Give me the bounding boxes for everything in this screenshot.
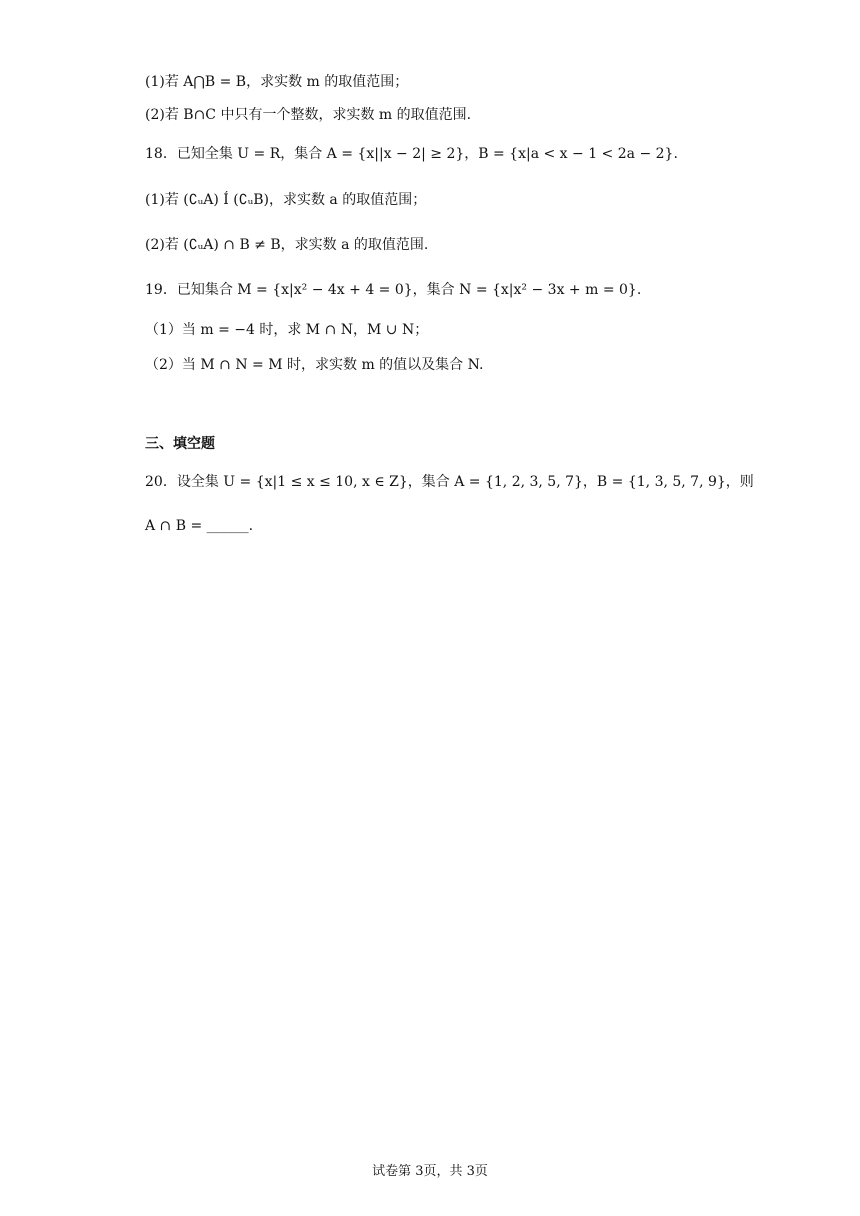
question-18-part-2: (2)若 (∁ᵤA) ∩ B ≠ B，求实数 a 的取值范围. (145, 237, 429, 253)
page-footer: 试卷第 3页，共 3页 (372, 1164, 488, 1179)
question-20-stem: 20．设全集 U = {x|1 ≤ x ≤ 10, x ∈ Z}，集合 A = {1, 2, 3, 5, 7}，B = {1, 3, 5, 7, 9}，则 (145, 474, 754, 490)
question-17-part-2: (2)若 B∩C 中只有一个整数，求实数 m 的取值范围. (145, 107, 472, 123)
question-19-stem: 19．已知集合 M = {x|x² − 4x + 4 = 0}，集合 N = {x|x² − 3x + m = 0}. (145, 282, 642, 298)
question-20-answer-line: A ∩ B = ______. (145, 518, 254, 534)
question-18-stem: 18．已知全集 U = R，集合 A = {x||x − 2| ≥ 2}，B = {x|a < x − 1 < 2a − 2}. (145, 146, 678, 162)
question-19-part-1: （1）当 m = −4 时，求 M ∩ N，M ∪ N； (145, 322, 429, 338)
question-19-part-2: （2）当 M ∩ N = M 时，求实数 m 的值以及集合 N. (145, 357, 484, 373)
question-18-part-1: (1)若 (∁ᵤA) Í (∁ᵤB)，求实数 a 的取值范围； (145, 192, 427, 208)
question-17-part-1: (1)若 A⋂B = B，求实数 m 的取值范围； (145, 74, 409, 90)
section-title-fill-in: 三、填空题 (145, 436, 215, 452)
